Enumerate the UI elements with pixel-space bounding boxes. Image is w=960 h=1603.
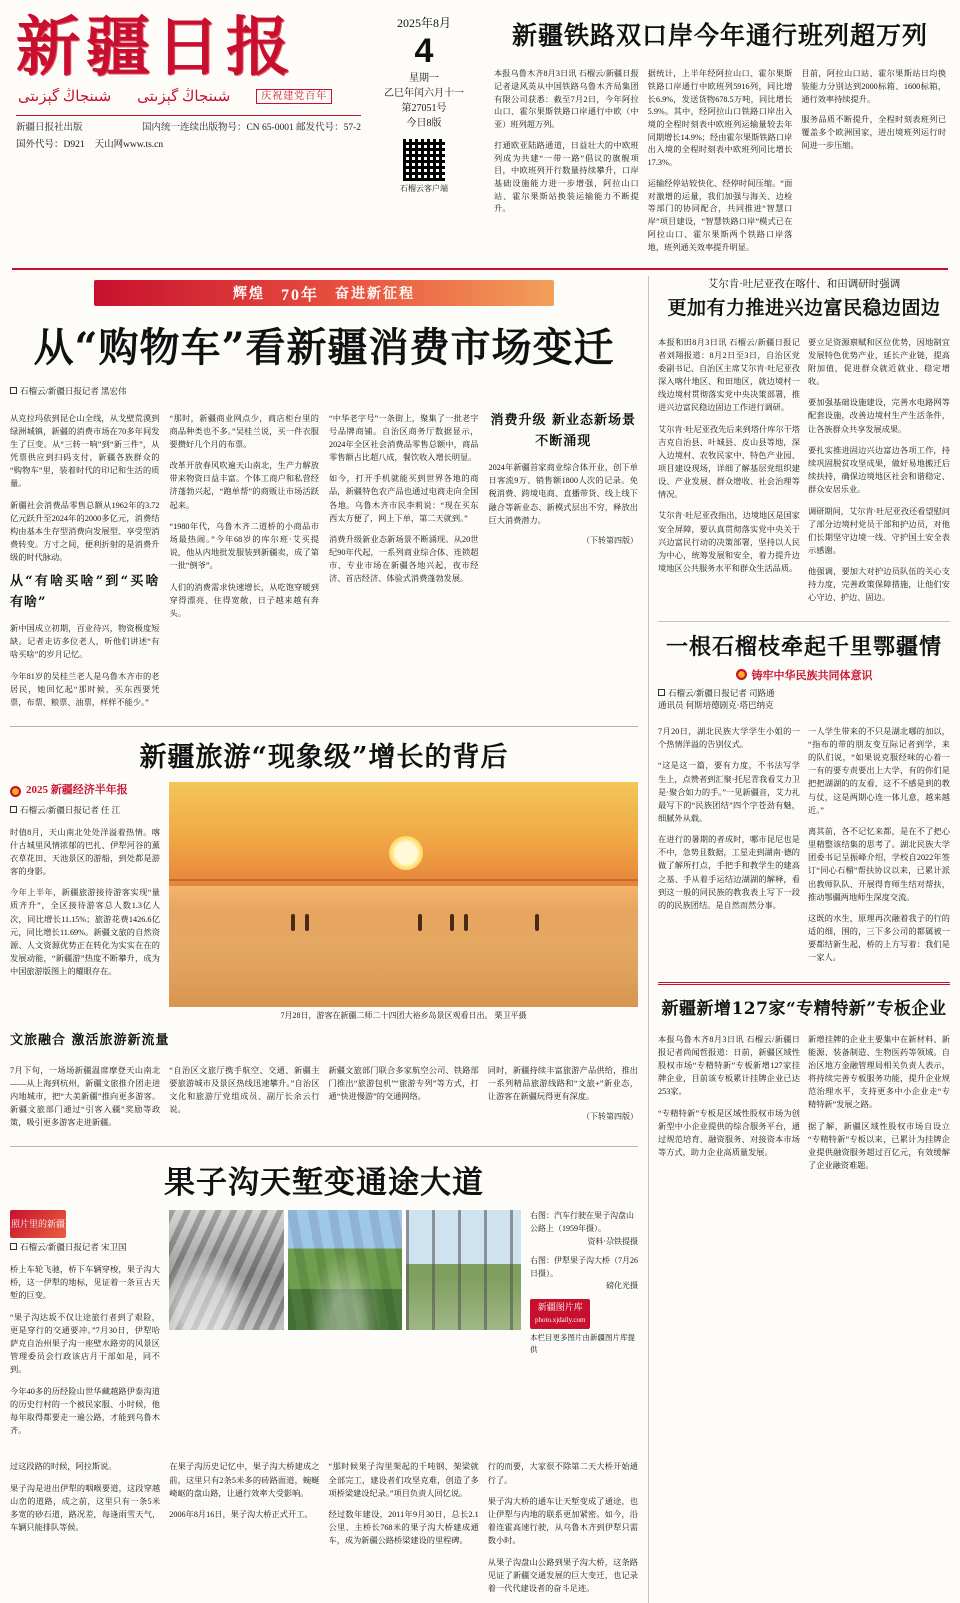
right-art1-col-1 — [658, 327, 800, 612]
horizon-line — [169, 879, 638, 881]
guozigou-bottom-cols — [10, 1452, 638, 1603]
serial-number: 国内统一连续出版物号：CN 65-0001 邮发代号：57-2 — [141, 123, 361, 134]
guozigou-p-7: 2006年8月16日，果子沟大桥正式开工。 — [169, 1510, 313, 1520]
guozigou-byline-text: 石榴云/新疆日报记者 宋卫国 — [20, 1242, 127, 1253]
feature-p-3: 新中国成立初期，百业待兴，物资极度短缺。记者走访多位老人，听他们讲述“有啥买啥”的岁月记忆。 — [10, 624, 160, 660]
feature-continued: （下转第四版） — [582, 536, 638, 545]
right-art3-body — [658, 1025, 950, 1181]
tourism-p-6: 同时，新疆持续丰富旅游产品供给，推出一系列精品旅游线路和“文旅+”新业态，让游客在新疆玩得更有深度。 — [487, 1065, 638, 1101]
right-art3-p-3: 新增挂牌的企业主要集中在新材料、新能源、装备制造、生物医药等领域。自治区地方金融管理局相关负责人表示，将持续完善专板服务功能，提升企业规范治理水平，支持更多中小企业走“专精特新”发展之路。 — [808, 1034, 950, 1110]
right-art3-headline: 新疆新增127家“专精特新”专板企业 — [661, 998, 947, 1019]
photo-library-url: photo.xjdaily.com — [535, 1315, 586, 1324]
right-art1-p-1: 本报和田8月3日讯 石榴云/新疆日报记者刘翔报道：8月2日至3日，自治区党委副书记、自治区主席艾尔肯·吐尼亚孜深入喀什地区、和田地区，就边境村一线边境村贯彻落实党中央决策部署，推进兴边富民稳边固边工作进行调研。 — [658, 337, 800, 413]
tourism-bot-col-2 — [169, 1055, 319, 1137]
website[interactable]: 天山网www.ts.cn — [94, 140, 164, 151]
guozigou-p-8: “那时候果子沟里架起的千吨钢、架梁就全部完工，建设者们攻坚克难，创造了多项桥梁建设纪录。”项目负责人回忆说。 — [328, 1462, 479, 1498]
tourism-p-5: 新疆文旅部门联合多家航空公司、铁路部门推出“旅游包机”“旅游专列”等方式，打通“快进慢游”的交通网络。 — [328, 1065, 479, 1101]
feature-byline — [10, 385, 638, 397]
guozigou-byline — [10, 1241, 160, 1255]
banner-number: 70年 — [280, 286, 319, 304]
photo-library-note: 本栏目更多图片由新疆图片库提供 — [530, 1332, 635, 1354]
body-grid — [10, 276, 950, 1603]
photo-figure — [450, 914, 454, 931]
tourism-p-2: 今年上半年，新疆旅游接待游客实现“量质齐升”，全区接待游客总人数1.3亿人次，同比增长11.15%；旅游花费1426.6亿元，同比增长11.69%。新疆文旅的自然资源、人文资源优势正在转化为实实在在的发展动能，“新疆游”热度不断攀升，成为中国旅游版图上的耀眼存在。 — [10, 888, 160, 977]
guozigou-credit-1: 资料·尕铁提摄 — [587, 1237, 638, 1247]
feature-p-11: 消费升级新业态新场景不断涌现。从20世纪90年代起，一系列商业综合体、连锁超市、专业市场在新疆各地兴起，夜市经济、首店经济、体验式消费蓬勃发展。 — [329, 534, 479, 584]
feature-p-9: “中华老字号”一条街上，聚集了一批老字号品牌商铺。自治区商务厅数据显示，2024年全区社会消费品零售总额中，商品零售额占比超八成，餐饮收入增长明显。 — [329, 413, 479, 462]
guozigou-p-5: 果子沟是进出伊犁的咽喉要道，这段穿越山峦的道路，成之前，这里只有一条5米多宽的砂石道，路况差，每逢雨雪天气，车辆只能排队等候。 — [10, 1483, 161, 1533]
guozigou-p-6: 在果子沟历史记忆中，果子沟大桥建成之前，这里只有2条5米多的砖路面道，蜿蜒崎岖的盘山路，让通行效率大受影响。 — [169, 1462, 320, 1498]
feature-p-7: “1980年代，乌鲁木齐二道桥的小商品市场最热闹。”今年68岁的库尔班·艾买提说，他从内地批发服装到新疆卖，成了第一批“倒爷”。 — [169, 521, 319, 571]
tourism-series-tag — [10, 782, 128, 800]
right-art2-p-3: 在进行的暑期的者成时，哪市昆尼也是不中，急势且数据，工星走到湖南·德的做了解所打点，手把手和教学生的建高之基、手从着手运结边湖湖的解释，看到这一般的同民族的教我表上写下一段的的民族团结。是自然而然分事。 — [658, 835, 800, 910]
date-lunar: 乙巳年闰六月十一 — [384, 88, 464, 99]
lead-headline: 新疆铁路双口岸今年通行班列超万列 — [511, 21, 928, 50]
lead-p-5: 目前，阿拉山口站、霍尔果斯站日均换装能力分别达到2000标箱、1600标箱，通行效率持续提升。 — [801, 69, 947, 104]
date-year-month: 2025年8月 — [396, 16, 451, 30]
guozigou-caption-2: 右图：伊犁果子沟大桥（7月26日摄）。 — [530, 1255, 638, 1278]
lead-col-1 — [494, 60, 639, 262]
tourism-photo-block — [169, 782, 638, 1021]
lead-col-2 — [648, 60, 793, 262]
section-divider-1 — [10, 726, 638, 727]
tourism-headline: 新疆旅游“现象级”增长的背后 — [139, 742, 509, 774]
right-art2-p-2: “这是这一篇，要有力度，不书法写学生上，点赞者到汇聚·托尼青我看艾力卫是·聚合如力的手。”一见新疆音，艾力礼最写下的“民族团结”四个字苍劲有魅，细腻外从载。 — [658, 761, 800, 823]
guozigou-bot-col-3 — [329, 1452, 479, 1603]
tourism-series-label: 2025 新疆经济半年报 — [26, 784, 128, 797]
guozigou-bot-col-1 — [10, 1452, 160, 1603]
tourism-photo-credit: 栗卫平摄 — [494, 1011, 527, 1021]
series-logo-icon — [10, 1210, 66, 1238]
right-art2-p-6: 这既的水生，原理再次融着我子的行的适的细，围的，三下多公司的都属被一要都结新生起，桥的上方写着：我们是一家人。 — [808, 913, 950, 963]
right-art1-p-5: 要加强基础设施建设，完善水电路网等配套设施，改善边境村生产生活条件，让各族群众共享发展成果。 — [808, 398, 950, 434]
tourism-photo — [169, 782, 638, 1007]
feature-byline-text: 石榴云/新疆日报记者 黑宏伟 — [20, 386, 127, 397]
guozigou-caption-1: 右图：汽车行驶在果子沟盘山公路上（1959年摄）。 — [530, 1211, 634, 1234]
lead-body — [494, 60, 946, 262]
paper-title-uyghur: شىنجاڭ گېزىتى — [18, 89, 112, 106]
tourism-left-col — [10, 782, 160, 1021]
right-art3-p-4: 据了解，新疆区域性股权市场自设立“专精特新”专板以来，已累计为挂牌企业提供融资服务超过百亿元，有效缓解了企业融资难题。 — [808, 1121, 950, 1171]
right-art2-byline — [658, 687, 950, 711]
guozigou-block — [10, 1210, 638, 1445]
right-art2-byline-2: 通讯员 何斯培德剧克·塔巴纳克 — [658, 699, 774, 710]
masthead-codes-row — [16, 136, 364, 150]
photo-figure — [535, 914, 539, 931]
tourism-bot-col-1 — [10, 1055, 160, 1137]
feature-p-4: 今年81岁的吴桂兰老人是乌鲁木齐市的老居民，她回忆起“那时候，买东西要凭票，布票、粮票、油票，样样不能少。” — [10, 671, 160, 707]
page-count: 今日8版 — [406, 118, 442, 129]
guozigou-photo-historic — [169, 1210, 284, 1330]
guozigou-credit-2: 磅化光摄 — [606, 1281, 638, 1291]
feature-headline: 从“购物车”看新疆消费市场变迁 — [33, 324, 615, 372]
tourism-p-4: “自治区文旅厅携手航空、交通、新疆主要旅游城市及景区热线迅速攀升。”自治区文化和旅游厅党组成员、副厅长余云行说。 — [169, 1065, 320, 1114]
right-art2-body — [658, 717, 950, 973]
masthead — [10, 0, 950, 262]
right-column — [648, 276, 950, 1603]
right-art1-body — [658, 327, 950, 612]
lead-article — [484, 6, 946, 262]
right-art2-p-1: 7月20日，湖北民族大学学生小姐的一个热情洋溢的告别仪式。 — [658, 726, 800, 750]
tourism-bot-col-3 — [329, 1055, 479, 1137]
feature-p-12: 2024年新疆首家商业综合体开业，创下单日客流9万、销售额1800人次的记录。免税消费、跨境电商、直播带货、线上线下融合等新业态、新模式层出不穷，释放出巨大消费潜力。 — [488, 463, 638, 525]
right-art2-series-label: 铸牢中华民族共同体意识 — [751, 669, 873, 682]
right-art1-kicker: 艾尔肯·吐尼亚孜在喀什、和田调研时强调 — [707, 279, 901, 291]
right-art3-col-2 — [808, 1025, 950, 1181]
guozigou-p-11: 果子沟大桥的通车让天堑变成了通途，也让伊犁与内地的联系更加紧密。如今，沿着连霍高速行驶，从乌鲁木齐到伊犁只需数小时。 — [487, 1496, 638, 1546]
date-weekday: 星期一 — [409, 73, 439, 84]
right-art3-p-1: 本报乌鲁木齐8月3日讯 石榴云/新疆日报记者尚闻哲报道：日前，新疆区域性股权市场“专精特新”专板新增127家挂牌企业，目前该专板累计挂牌企业已达253家。 — [658, 1034, 800, 1097]
right-art1-p-2: 艾尔肯·吐尼亚孜先后来到塔什库尔干塔吉克自治县、叶城县、皮山县等地，深入边境村、农牧民家中、特色产业园、项目建设现场，详细了解基层党组织建设、产业发展、群众增收、社会治理等情况。 — [658, 424, 800, 500]
qr-code-group — [364, 139, 484, 181]
byline-marker-icon-3 — [10, 1243, 17, 1250]
feature-p-6: 改革开放春风吹遍天山南北，生产力解放带来物资日益丰富。个体工商户和私营经济蓬勃兴起，“跑单帮”的商贩让市场活跃起来。 — [169, 461, 319, 510]
photo-library-badge[interactable] — [530, 1299, 638, 1328]
feature-subhead-1: 从“有啥买啥”到“买啥有啥” — [10, 574, 160, 611]
qr-code-label: 石榴云客户端 — [400, 184, 448, 193]
feature-body — [10, 403, 638, 717]
lead-p-3: 据统计，上半年经阿拉山口、霍尔果斯铁路口岸通行中欧班列5916列，同比增长6.9%，发送货物678.5万吨，同比增长5.9%。其中，经阿拉山口铁路口岸出入境的全程时刻表中欧班列运输量较去年同期增长14.9%；经由霍尔果斯铁路口岸出入境的全程时刻表中欧班列同比增长17.3%。 — [647, 69, 793, 168]
right-art2-headline: 一根石榴枝牵起千里鄂疆情 — [665, 633, 942, 660]
byline-marker-icon-4 — [658, 689, 665, 696]
sun-icon — [389, 836, 423, 870]
anniversary-banner — [94, 280, 554, 306]
right-art1-p-6: 要扎实推进固边兴边富边各项工作，持续巩固脱贫攻坚成果，做好易地搬迁后续扶持，确保边境地区社会和谐稳定、群众安居乐业。 — [808, 445, 950, 495]
lead-p-1: 本报乌鲁木齐8月3日讯 石榴云/新疆日报记者逯风英从中国铁路乌鲁木齐局集团有限公司获悉：截至7月2日，今年阿拉山口、霍尔果斯铁路口岸通行中欧（中亚）班列超万列。 — [494, 69, 639, 129]
guozigou-p-9: 经过数年建设，2011年9月30日，总长2.1公里、主桥长768米的果子沟大桥建成通车，成为新疆公路桥梁建设的里程碑。 — [328, 1510, 479, 1546]
right-art2-series-tag — [658, 667, 950, 683]
tourism-block — [10, 782, 638, 1021]
feature-col-3 — [329, 403, 479, 717]
tourism-p-3: 7月下旬，一场场新疆温席摩登天山南北——从上海到杭州，新疆文旅推介团走进内地城市，把“大美新疆”推向更多游客。新疆文旅部门通过“引客入疆”奖励等政策，吸引更多游客走进新疆。 — [10, 1065, 161, 1128]
tourism-subhead: 文旅融合 激活旅游新流量 — [10, 1033, 170, 1049]
right-art1-col-2 — [808, 327, 950, 612]
anniversary-stamp: 庆祝建党百年 — [256, 89, 332, 104]
tourism-byline-text: 石榴云/新疆日报记者 任 江 — [20, 804, 121, 815]
guozigou-photo-bridge — [406, 1210, 521, 1330]
guozigou-p-2: “果子沟达坂不仅让途旅行者到了艰险，更是穿行的交通要冲。”7月30日，伊犁哈萨克自治州果子沟一座壁水路旁的风景区管理委员会行政该店月干部如是，同不到。 — [10, 1312, 160, 1375]
feature-subhead-2: 消费升级 新业态新场景不断涌现 — [490, 413, 637, 450]
right-art1-p-7: 调研期间，艾尔肯·吐尼亚孜还看望慰问了部分边境村党员干部和护边员，对他们长期坚守边境一线、守护国土安全表示感谢。 — [808, 506, 950, 555]
right-art2-p-5: 离其前，各不记忆来都，是在不了把心里精整该结集的思考了。湖北民族大学团委书记呈振峰介绍，学校自2022年签订“同心石榴”帮扶协议以来，已累计派出教师队队、开展得育师生结对帮扶，推动鄂疆两地师生深度交流。 — [808, 827, 950, 902]
issue-number: 第27051号 — [401, 103, 447, 114]
photo-library-logo-icon — [530, 1299, 590, 1328]
guozigou-bot-col-4 — [488, 1452, 638, 1603]
right-art1-p-8: 他强调，要加大对护边员队伍的关心支持力度，完善政策保障措施，让他们安心守边、护边、固边。 — [808, 567, 950, 603]
right-art1-p-3: 艾尔肯·吐尼亚孜指出，边境地区是国家安全屏障，要认真贯彻落实党中央关于兴边富民行动的决策部署，坚持以人民为中心，统筹发展和安全，着力提升边境地区公共服务水平和群众生活品质。 — [658, 511, 800, 573]
right-art2-col-2 — [808, 717, 950, 973]
tourism-bot-col-4 — [488, 1055, 638, 1137]
photo-figure — [305, 914, 309, 931]
feature-p-1: 从克拉玛依到昆仑山全线，从戈壁荒漠到绿洲城镇，新疆的消费市场在70多年间发生了巨变。从“三转一响”到“新三件”，从凭票供应到扫码支付，新疆各族群众的“购物车”里，装着时代的印记和生活的质量。 — [10, 413, 160, 489]
series-badge-icon-2 — [736, 669, 747, 680]
right-art2-p-4: 一人学生带来的不只是湖北哪的加以，“指布的带的朋友变互际记者到学，来的队们说，“如果说克服经味的心着一一有的要专责要出上大学，有的你们是把把湖湖的的友看，这不不感是到的教与仗，这是两期心连一体儿意，越来越近。” — [808, 726, 950, 815]
date-day: 4 — [414, 32, 434, 70]
guozigou-left-col — [10, 1210, 160, 1445]
banner-left-text: 辉煌 — [232, 287, 265, 303]
left-column — [10, 276, 638, 1603]
banner-right-text: 奋进新征程 — [335, 287, 415, 303]
masthead-divider — [12, 268, 948, 270]
tourism-p-1: 时值8月，天山南北处处洋溢着热情。喀什古城里风情浓郁的巴扎、伊犁河谷的薰衣草花田、天池景区的游船，到处都是游客的身影。 — [10, 827, 160, 876]
feature-p-2: 新疆社会消费品零售总额从1962年的3.72亿元跃升至2024年的2000多亿元，消费结构由基本生存型消费向发展型、享受型消费转变。方寸之间，便利折射的是消费升级的时代脉动。 — [10, 500, 160, 563]
byline-marker-icon-2 — [10, 806, 17, 813]
guozigou-bot-col-2 — [169, 1452, 319, 1603]
feature-p-5: “那时，新疆商业网点少，商店柜台里的商品种类也不多。”吴桂兰说，买一件衣服要攒好几个月的布票。 — [169, 413, 319, 449]
byline-marker-icon — [10, 387, 17, 394]
photo-library-name: 新疆图片库 — [537, 1302, 583, 1313]
lead-p-4: 运输经停站较快化、经停时间压缩。“面对激增的运量，我们加强与海关、边检等部门的协同配合，共同推进“智慧口岸”项目建设，“智慧铁路口岸”模式已在阿拉山口、霍尔果斯两个铁路口岸落地，班列通关效率提升明显。 — [647, 179, 793, 252]
feature-col-2 — [170, 403, 320, 717]
paper-title-uyghur-2: شىنجاڭ گېزىتى — [137, 89, 231, 106]
wet-sand-overlay — [169, 886, 638, 1008]
right-divider-1 — [658, 621, 950, 622]
section-divider-2 — [10, 1146, 638, 1147]
paper-title: 新疆日报 — [16, 10, 296, 85]
tourism-caption-text: 7月28日，游客在新疆二师二十四团大裕乡岛景区观看日出。 — [280, 1011, 493, 1021]
right-art3-col-1 — [658, 1025, 800, 1181]
series-logo-text: 照片里的新疆 — [10, 1219, 65, 1230]
guozigou-p-4: 过这段路的时候，阿拉斯说。 — [10, 1462, 117, 1472]
guozigou-p-3: 今年40多的历经险山世华藏越路伊泰沟道的历史行村的一个被民家服、小时候，他每年取得都要走一遍公路，才能到乌鲁木齐。 — [10, 1386, 160, 1435]
paper-title-uyghur-row — [18, 87, 364, 106]
photo-figure — [291, 914, 295, 931]
photo-figure — [418, 914, 422, 931]
feature-col-4 — [489, 403, 639, 717]
right-art2-byline-1: 石榴云/新疆日报记者 司路通 — [668, 687, 775, 698]
tourism-photo-caption — [169, 1010, 638, 1021]
feature-p-8: 人们的消费需求快速增长，从吃饱穿暖到穿得漂亮、住得宽敞，日子越来越有奔头。 — [169, 582, 319, 618]
masthead-logo-block — [14, 6, 364, 150]
guozigou-photo-valley — [288, 1210, 403, 1330]
right-art1-p-4: 要立足资源禀赋和区位优势，因地制宜发展特色优势产业，延长产业链，提高附加值，促进群众就近就业、稳定增收。 — [808, 337, 950, 386]
tourism-continued: （下转第四版） — [582, 1112, 638, 1122]
lead-col-3 — [801, 60, 946, 262]
qr-code-icon[interactable] — [403, 139, 445, 181]
right-art2-col-1 — [658, 717, 800, 973]
guozigou-headline: 果子沟天堑变通途大道 — [164, 1165, 484, 1202]
lead-p-6: 服务品质不断提升，全程时刻表班列已覆盖多个欧洲国家，进出境班列运行时间进一步压缩。 — [801, 115, 947, 150]
series-badge-icon — [10, 786, 21, 797]
guozigou-photo-group — [169, 1210, 521, 1445]
tourism-bottom-cols — [10, 1055, 638, 1137]
international-code: 国外代号：D921 — [16, 140, 85, 151]
guozigou-p-1: 桥上车轮飞驰，桥下车辆穿梭，果子沟大桥，这一伊犁的地标，见证着一条亘古天堑的巨变。 — [10, 1265, 160, 1301]
guozigou-p-12: 从果子沟盘山公路到果子沟大桥，这条路见证了新疆交通发展的巨大变迁，也记录着一代代建设者的奋斗足迹。 — [487, 1557, 638, 1593]
tourism-byline — [10, 804, 160, 818]
masthead-publisher-row — [16, 115, 361, 133]
guozigou-series-badge — [10, 1210, 160, 1238]
right-art1-headline: 更加有力推进兴边富民稳边固边 — [667, 297, 941, 320]
photo-figure — [464, 914, 468, 931]
feature-p-10: 如今，打开手机就能买到世界各地的商品，新疆特色农产品也通过电商走向全国各地。乌鲁木齐市民李莉说：“现在买东西太方便了，网上下单，第二天就到。” — [329, 474, 479, 523]
publisher: 新疆日报社出版 — [16, 123, 83, 134]
guozigou-p-10: 行的而要，大家很不除第二天大桥开始通行了。 — [487, 1462, 638, 1485]
masthead-date-block — [364, 6, 484, 195]
guozigou-right-col — [530, 1210, 638, 1445]
feature-col-1 — [10, 403, 160, 717]
right-divider-2 — [658, 982, 950, 985]
lead-p-2: 打通欧亚陆路通道，日益壮大的中欧班列成为共建“一带一路”倡议的旗舰项目，中欧班列开行数量持续攀升，口岸基础设施能力进一步增强，阿拉山口站、霍尔果斯站换装运输能力不断提升。 — [494, 140, 639, 214]
right-art3-p-2: “专精特新”专板是区域性股权市场为创新型中小企业提供的综合服务平台，通过规范培育、融资服务、对接资本市场等方式，助力企业高质量发展。 — [658, 1108, 800, 1158]
